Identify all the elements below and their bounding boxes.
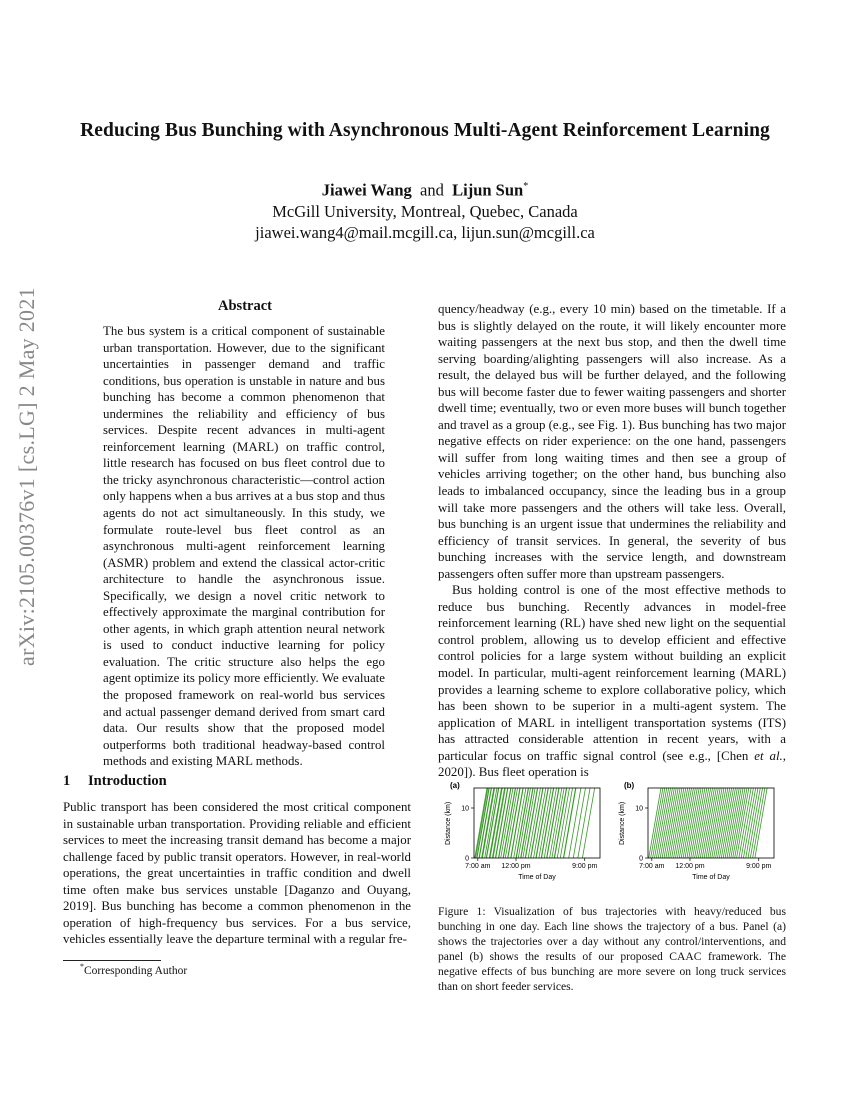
footnote-mark: * [80,962,84,971]
bus-trajectory-line [725,788,737,858]
bus-trajectory-line [677,788,689,858]
x-tick-label: 9:00 pm [746,863,772,870]
bus-trajectory-line [685,788,697,858]
panel-a-trajectories [475,788,595,858]
abstract-text: The bus system is a critical component of sustainable urban transportation. However, due to the significant uncertainties in passenger demand and traffic conditions, bus operation is unstable in nature and bus bunching has become a common phenomenon that undermines the reliability and efficiency of bus services. Despite recent advances in multi-agent reinforcement learning (MARL) on traffic control, little research has focused on bus fleet control due to the tricky asynchronous characteristic—control action only happens when a bus arrives at a bus stop and thus agents do not act simultaneously. In this study, we formulate route-level bus fleet control as an asynchronous multi-agent reinforcement learning (ASMR) problem and extend the classical actor-critic architecture to handle the asynchronous issue. Specifically, we design a novel critic network to effectively approximate the marginal contribution for other agents, in which graph attention neural network is used to conduct inductive learning for policy evaluation. The critic structure also helps the ego agent optimize its policy more efficiently. We evaluate the proposed framework on real-world bus services and actual passenger demand derived from smart card data. Our results show that the proposed model outperforms both traditional headway-based control methods and existing MARL methods. [103,324,385,769]
panel-b-xlabel: Time of Day [692,874,730,881]
bus-trajectory-line [702,788,714,858]
intro-paragraph-1-continued: quency/headway (e.g., every 10 min) based on the timetable. If a bus is slightly delayed on the route, it will likely encounter more waiting passengers at the next bus stop, and then the dwell time serving boarding/alighting passengers will also increase. As a result, the delayed bus will be further delayed, and the following bus will become faster due to fewer waiting passengers and shorter dwell time; eventually, two or even more buses will bunch together and travel as a group (e.g., see Fig. 1). Bus bunching has two major negative effects on rider experience: on the one hand, passengers will suffer from long waiting times and then see a group of vehicles arriving together; on the other hand, bus bunching also leads to imbalanced occupancy, since the leading bus in a group will take more passengers and the others will take less. Overall, bus bunching is an urgent issue that undermines the reliability and efficiency of transit services. In general, the severity of bus bunching increases with the service length, and downstream passengers often suffer more than upstream passengers. [438,302,786,581]
bus-trajectory-line [698,788,710,858]
footnote-rule [63,960,161,961]
author-line [125,176,725,201]
panel-b [619,781,774,881]
bus-trajectory-line [654,788,666,858]
intro-paragraph-1: Public transport has been considered the most critical component in sustainable urban transportation. Providing reliable and efficient services to meet the increasing transit demand has become a major challenge faced by public transit operators. However, in real-world operations, the great uncertainties in traffic condition and dwell time often make bus services unstable [Daganzo and Ouyang, 2019]. Bus bunching has become a common phenomenon in the operation of high-frequency bus services. For a bus service, vehicles essentially leave the departure terminal with a regular fre- [63,800,411,947]
bus-trajectory-line [689,788,701,858]
bus-trajectory-line [687,788,699,858]
bus-trajectory-line [653,788,665,858]
bus-trajectory-line [658,788,670,858]
bus-trajectory-line [564,788,576,858]
bus-trajectory-line [710,788,722,858]
affiliation: McGill University, Montreal, Quebec, Canada [272,201,578,221]
bus-trajectory-line [528,788,540,858]
bus-trajectory-line [693,788,705,858]
bus-trajectory-line [729,788,741,858]
right-column [438,301,786,781]
bus-trajectory-line [651,788,663,858]
bus-trajectory-line [681,788,693,858]
footnote-text: Corresponding Author [84,964,188,977]
panel-a-label: (a) [450,781,460,790]
author-name-1: Jiawei Wang [321,180,412,200]
bus-trajectory-line [700,788,712,858]
x-tick-label: 12:00 pm [501,863,531,870]
y-tick-label: 10 [461,805,469,813]
figure-1-svg [438,777,786,897]
bus-trajectory-line [476,788,488,858]
bus-trajectory-line [670,788,682,858]
bus-trajectory-line [708,788,720,858]
bus-trajectory-line [511,788,523,858]
figure-1-caption: Figure 1: Visualization of bus trajectories with heavy/reduced bus bunching in one day. Each line shows the trajectory of a bus. Panel (a) shows the trajectories over a day without any control/interventions, and panel (b) shows the results of our proposed CAAC framework. The negative effects of bus bunching are more severe on long truck services than on short feeder services. [438,905,786,993]
bus-trajectory-line [531,788,543,858]
bus-trajectory-line [536,788,548,858]
bus-trajectory-line [712,788,724,858]
bus-trajectory-line [721,788,733,858]
bus-trajectory-line [656,788,668,858]
author-name-2: Lijun Sun [452,180,524,200]
bus-trajectory-line [542,788,554,858]
bus-trajectory-line [547,788,559,858]
intro-paragraph-2-text: Bus holding control is one of the most effective methods to reduce bus bunching. Recently advances in model-free reinforcement learning (RL) have shed new light on the sequential control problem, allowing us to develop efficient and effective control policies for a large system without building an explicit model. In particular, multi-agent reinforcement learning (MARL) provides a learning scheme to explore collaborative policy, which has been shown to be superior in a multi-agent system. The application of MARL in intelligent transportation systems (ITS) has attracted considerable attention in recent years, with a particular focus on traffic signal control (see e.g., [Chen [438,583,786,763]
bus-trajectory-line [664,788,676,858]
section-title: Introduction [88,773,167,789]
section-heading-introduction [63,773,167,790]
bus-trajectory-line [723,788,735,858]
bus-trajectory-line [672,788,684,858]
bus-trajectory-line [719,788,731,858]
intro-paragraph-2 [438,582,786,781]
bus-trajectory-line [666,788,678,858]
arxiv-identifier: arXiv:2105.00376v1 [cs.LG] 2 May 2021 [14,287,39,666]
x-tick-label: 12:00 pm [675,863,705,870]
abstract-heading: Abstract [218,298,272,314]
bus-trajectory-line [696,788,708,858]
bus-trajectory-line [706,788,718,858]
bus-trajectory-line [660,788,672,858]
x-tick-label: 7:00 am [639,863,665,870]
author-conjunction: and [420,180,444,200]
footnote [80,962,187,977]
x-tick-label: 9:00 pm [572,863,598,870]
author-mark: * [523,181,529,192]
bus-trajectory-line [714,788,726,858]
bus-trajectory-line [731,788,743,858]
author-emails: jiawei.wang4@mail.mcgill.ca, lijun.sun@mcgill.ca [255,222,595,242]
panel-b-label: (b) [624,781,635,790]
author-block [125,176,725,243]
bus-trajectory-line [716,788,728,858]
bus-trajectory-line [674,788,686,858]
bus-trajectory-line [557,788,569,858]
bus-trajectory-line [649,788,661,858]
paper-title: Reducing Bus Bunching with Asynchronous Multi-Agent Reinforcement Learning [80,120,770,141]
bus-trajectory-line [717,788,729,858]
y-tick-label: 0 [465,855,469,863]
panel-a-ylabel: Distance (km) [445,801,452,845]
panel-b-trajectories [649,788,767,858]
bus-trajectory-line [675,788,687,858]
bus-trajectory-line [727,788,739,858]
panel-a-xlabel: Time of Day [518,874,556,881]
bus-trajectory-line [496,788,508,858]
section-number: 1 [63,773,71,789]
bus-trajectory-line [679,788,691,858]
bus-trajectory-line [683,788,695,858]
bus-trajectory-line [691,788,703,858]
intro-paragraph-2-tail: , 2020]). Bus fleet operation is [438,748,786,780]
citation-etal: et al. [754,748,783,763]
bus-trajectory-line [662,788,674,858]
y-tick-label: 10 [635,805,643,813]
panel-b-ylabel: Distance (km) [619,801,626,845]
y-tick-label: 0 [639,855,643,863]
x-tick-label: 7:00 am [465,863,491,870]
bus-trajectory-line [704,788,716,858]
figure-1 [438,777,786,897]
bus-trajectory-line [668,788,680,858]
panel-a [445,781,600,881]
bus-trajectory-line [695,788,707,858]
